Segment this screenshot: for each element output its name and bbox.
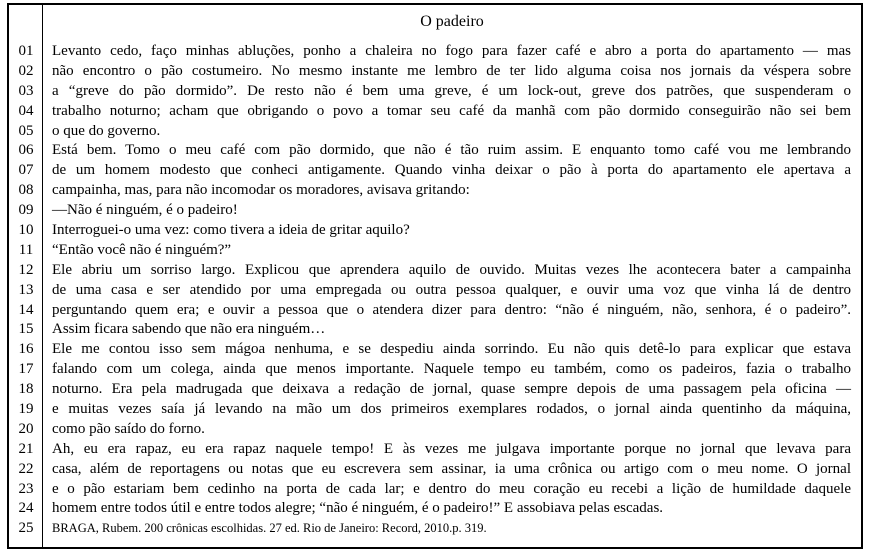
line-number: 07 bbox=[18, 162, 34, 179]
line-text: o que do governo. bbox=[52, 122, 161, 139]
line-number: 01 bbox=[18, 43, 34, 59]
line-text: Ele me contou isso sem mágoa nenhuma, e se despediu ainda sorrindo. Eu não quis detê-lo para explicar que estava bbox=[52, 341, 851, 358]
line-number: 03 bbox=[18, 82, 34, 99]
line-number: 10 bbox=[18, 222, 34, 239]
line-text: casa, além de reportagens ou notas que eu escrevera sem assinar, ia uma crônica ou artigo com o meu nome. O jornal bbox=[52, 460, 851, 477]
line-number: 25 bbox=[18, 520, 34, 537]
line-number: 20 bbox=[18, 420, 34, 437]
line-number: 12 bbox=[18, 261, 34, 278]
line-number: 15 bbox=[18, 321, 34, 338]
line-text: trabalho noturno; acham que obrigando o povo a tomar seu café da manhã com pão dormido conseguirão não sei bem bbox=[52, 102, 851, 119]
line-text: Ah, eu era rapaz, eu era rapaz naquele tempo! E às vezes me julgava importante porque no jornal que levava para bbox=[52, 440, 851, 457]
line-text: Está bem. Tomo o meu café com pão dormido, que não é tão ruim assim. E enquanto tomo café vou me lembrando bbox=[52, 142, 851, 159]
line-text: como pão saído do forno. bbox=[52, 420, 205, 437]
line-text: Levanto cedo, faço minhas abluções, ponho a chaleira no fogo para fazer café e abro a porta do apartamento — mas bbox=[52, 43, 851, 59]
line-number: 18 bbox=[18, 381, 34, 398]
line-text: noturno. Era pela madrugada que deixava a redação de jornal, quase sempre depois de uma passagem pela oficina — bbox=[52, 381, 851, 398]
line-text: de uma casa e ser atendido por uma empregada ou outra pessoa qualquer, e ouvir uma voz que vinha lá de dentro bbox=[52, 281, 851, 298]
line-number: 05 bbox=[18, 122, 34, 139]
document-frame bbox=[7, 3, 863, 549]
line-number: 19 bbox=[18, 401, 34, 418]
line-text: —Não é ninguém, é o padeiro! bbox=[52, 202, 238, 219]
line-number: 11 bbox=[18, 241, 34, 258]
line-text: Ele abriu um sorriso largo. Explicou que aprendera aquilo de ouvido. Muitas vezes lhe acontecera bater a campainha bbox=[52, 261, 851, 278]
title-spacer bbox=[9, 5, 43, 25]
line-number: 13 bbox=[18, 281, 34, 298]
line-number: 17 bbox=[18, 361, 34, 378]
line-text: homem entre todos útil e entre todos alegre; “não é ninguém, é o padeiro!” E assobiava pelas escadas. bbox=[52, 500, 664, 517]
line-text: Assim ficara sabendo que não era ninguém… bbox=[52, 321, 326, 338]
line-text: de um homem modesto que conheci antigamente. Quando vinha deixar o pão à porta do apartamento ele apertava a bbox=[52, 162, 851, 179]
line-number: 23 bbox=[18, 480, 34, 497]
line-number: 14 bbox=[18, 301, 34, 318]
line-number: 09 bbox=[18, 202, 34, 219]
line-text: e muitas vezes saía já levando na mão um dos primeiros exemplares rodados, o jornal ainda quentinho da máquina, bbox=[52, 401, 851, 418]
line-number: 02 bbox=[18, 62, 34, 79]
line-text: campainha, mas, para não incomodar os moradores, avisava gritando: bbox=[52, 182, 470, 199]
line-text: Interroguei-o uma vez: como tivera a ideia de gritar aquilo? bbox=[52, 222, 410, 239]
line-number: 24 bbox=[18, 500, 34, 517]
line-number: 08 bbox=[18, 182, 34, 199]
column-divider bbox=[42, 5, 43, 547]
line-number: 16 bbox=[18, 341, 34, 358]
line-text: a “greve do pão dormido”. De resto não é bem uma greve, é um lock-out, greve dos patrões, que suspenderam o bbox=[52, 82, 851, 99]
line-number: 21 bbox=[18, 440, 34, 457]
line-text: perguntando quem era; e ouvir a pessoa que o atendera dizer para dentro: “não é ninguém, não, senhora, é o padeiro”. bbox=[52, 301, 851, 318]
line-number: 04 bbox=[18, 102, 34, 119]
document-title: O padeiro bbox=[420, 13, 484, 30]
line-number: 22 bbox=[18, 460, 34, 477]
line-text: falando com um colega, ainda que menos importante. Naquele tempo eu também, como os padeiros, fazia o trabalho bbox=[52, 361, 851, 378]
line-text: BRAGA, Rubem. 200 crônicas escolhidas. 27 ed. Rio de Janeiro: Record, 2010.p. 319. bbox=[52, 521, 487, 536]
line-text: não encontro o pão costumeiro. No mesmo instante me lembro de ter lido alguma coisa nos jornais da véspera sobre bbox=[52, 62, 851, 79]
line-number: 06 bbox=[18, 142, 34, 159]
text-table bbox=[9, 5, 861, 547]
line-text: e o pão estariam bem cedinho na porta de cada lar; e dentro do meu coração eu recebi a lição de humildade daquele bbox=[52, 480, 851, 497]
line-text: “Então você não é ninguém?” bbox=[52, 241, 232, 258]
